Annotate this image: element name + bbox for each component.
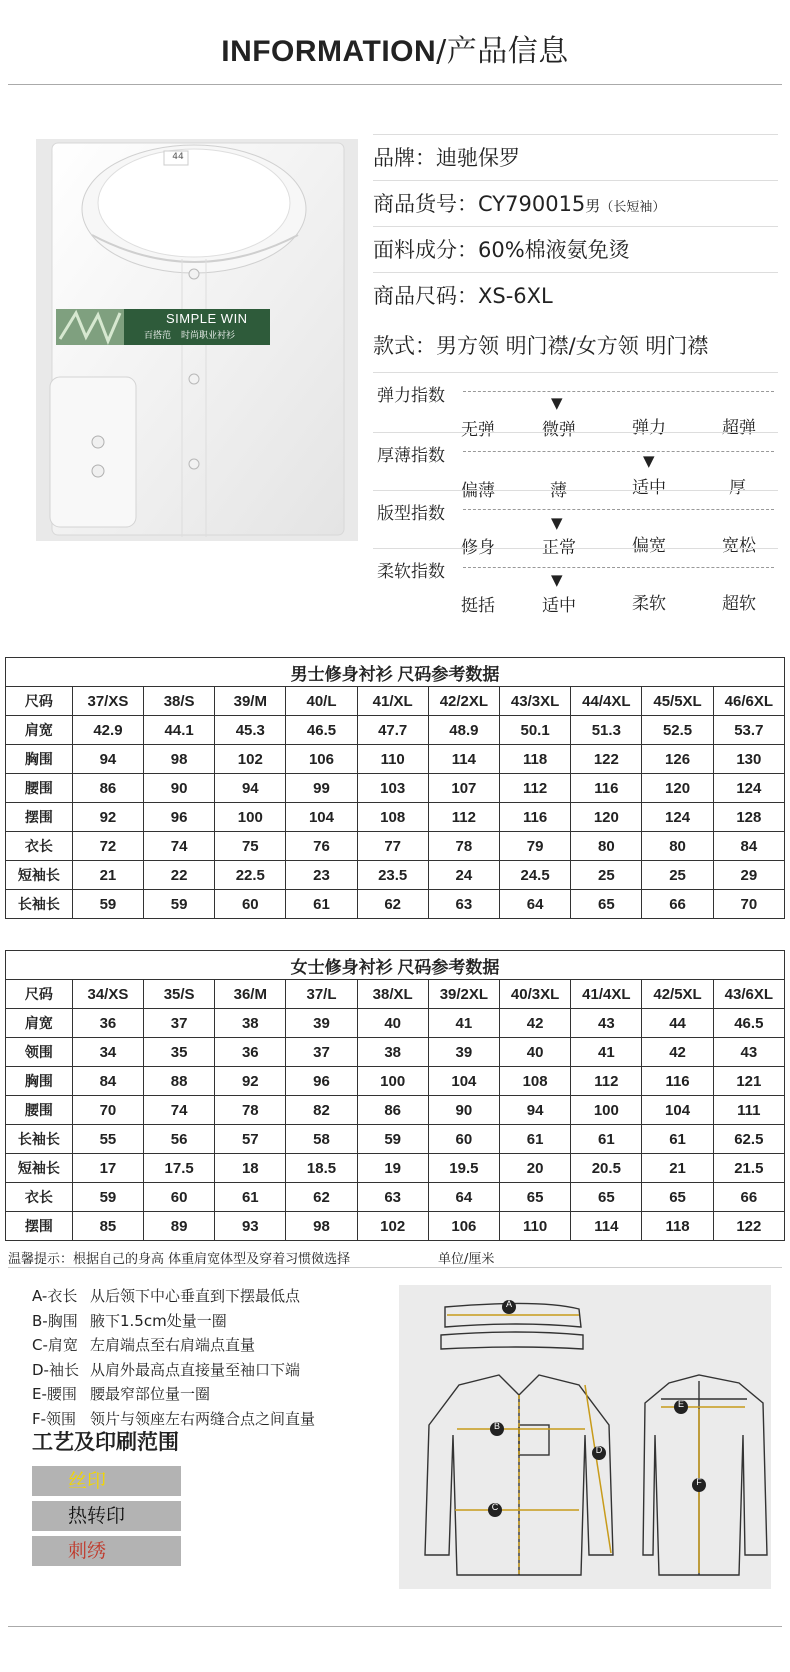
table-cell: 102: [357, 1212, 428, 1241]
row-label: 长袖长: [6, 1125, 73, 1154]
column-header: 37/XS: [72, 687, 143, 716]
row-label: 肩宽: [6, 1009, 73, 1038]
size-tip: [8, 1248, 782, 1268]
column-header: 尺码: [6, 687, 73, 716]
table-cell: 62.5: [713, 1125, 784, 1154]
marker-b: B: [493, 1421, 500, 1431]
table-cell: 34: [72, 1038, 143, 1067]
table-cell: 21: [642, 1154, 713, 1183]
row-label: 胸围: [6, 745, 73, 774]
table-cell: 63: [357, 1183, 428, 1212]
column-header: 36/M: [215, 980, 286, 1009]
table-cell: 98: [286, 1212, 357, 1241]
info-item-no: [373, 180, 778, 226]
index-option-selected: 适中: [542, 596, 576, 616]
table-row: [6, 1125, 785, 1154]
table-cell: 122: [571, 745, 642, 774]
index-option: 挺括: [461, 596, 495, 616]
table-cell: 111: [713, 1096, 784, 1125]
measurement-diagram: [399, 1285, 771, 1589]
table-cell: 112: [500, 774, 571, 803]
row-label: 衣长: [6, 1183, 73, 1212]
table-cell: 128: [713, 803, 784, 832]
table-cell: 72: [72, 832, 143, 861]
table-cell: 29: [713, 861, 784, 890]
column-header: 42/5XL: [642, 980, 713, 1009]
index-scale-line: [463, 391, 774, 392]
index-scale-line: [463, 567, 774, 568]
legend-key: D-袖长: [32, 1360, 79, 1379]
table-cell: 41: [428, 1009, 499, 1038]
craft-heat-transfer: 热转印: [32, 1501, 181, 1531]
info-sizes: [373, 272, 778, 318]
table-cell: 84: [72, 1067, 143, 1096]
table-cell: 114: [428, 745, 499, 774]
table-cell: 37: [286, 1038, 357, 1067]
table-cell: 112: [428, 803, 499, 832]
column-header: 42/2XL: [428, 687, 499, 716]
legend-key: A-衣长: [32, 1287, 78, 1305]
index-option: 偏宽: [632, 536, 666, 556]
legend-key: B-胸围: [32, 1311, 78, 1330]
legend-item: [32, 1382, 315, 1407]
column-header: 39/M: [215, 687, 286, 716]
table-cell: 104: [642, 1096, 713, 1125]
table-cell: 121: [713, 1067, 784, 1096]
legend-desc: 从后领下中心垂直到下摆最低点: [90, 1287, 301, 1305]
tag-slogan: 时尚职业衬衫: [181, 331, 236, 341]
table-cell: 94: [215, 774, 286, 803]
bottom-divider: [8, 1626, 782, 1627]
column-header: 43/3XL: [500, 687, 571, 716]
table-cell: 88: [144, 1067, 215, 1096]
table-row: [6, 1009, 785, 1038]
table-cell: 85: [72, 1212, 143, 1241]
table-cell: 103: [357, 774, 428, 803]
table-cell: 80: [571, 832, 642, 861]
index-option-selected: 适中: [632, 478, 666, 498]
table-cell: 19: [357, 1154, 428, 1183]
table-cell: 61: [286, 890, 357, 919]
table-cell: 96: [286, 1067, 357, 1096]
row-label: 领围: [6, 1038, 73, 1067]
table-cell: 65: [571, 1183, 642, 1212]
table-cell: 23: [286, 861, 357, 890]
table-cell: 18: [215, 1154, 286, 1183]
table-cell: 38: [357, 1038, 428, 1067]
table-cell: 59: [357, 1125, 428, 1154]
table-cell: 70: [713, 890, 784, 919]
table-cell: 78: [215, 1096, 286, 1125]
table-cell: 104: [286, 803, 357, 832]
marker-d: D: [595, 1445, 603, 1455]
column-header: 38/S: [144, 687, 215, 716]
table-cell: 25: [642, 861, 713, 890]
table-cell: 57: [215, 1125, 286, 1154]
table-cell: 38: [215, 1009, 286, 1038]
index-label: 厚薄指数: [377, 446, 445, 466]
selected-marker-icon: ▼: [551, 571, 563, 589]
index-label: 版型指数: [377, 504, 445, 524]
title-cn: /产品信息: [436, 34, 569, 69]
index-option: 宽松: [722, 536, 756, 556]
table-cell: 45.3: [215, 716, 286, 745]
table-cell: 60: [144, 1183, 215, 1212]
index-option: 超弹: [722, 418, 756, 438]
table-cell: 98: [144, 745, 215, 774]
product-photo: [36, 139, 358, 541]
table-cell: 21: [72, 861, 143, 890]
index-option: 薄: [550, 481, 567, 501]
index-label: 弹力指数: [377, 386, 445, 406]
table-cell: 120: [642, 774, 713, 803]
table-cell: 70: [72, 1096, 143, 1125]
index-option: 弹力: [632, 418, 666, 438]
table-cell: 65: [500, 1183, 571, 1212]
table-cell: 65: [642, 1183, 713, 1212]
table-row: [6, 832, 785, 861]
table-cell: 17.5: [144, 1154, 215, 1183]
table-cell: 20.5: [571, 1154, 642, 1183]
table-cell: 120: [571, 803, 642, 832]
info-brand-text: 品牌：迪驰保罗: [373, 146, 520, 170]
table-cell: 46.5: [286, 716, 357, 745]
table-cell: 39: [428, 1038, 499, 1067]
table-cell: 89: [144, 1212, 215, 1241]
column-header: 39/2XL: [428, 980, 499, 1009]
table-cell: 52.5: [642, 716, 713, 745]
index-elasticity: [373, 372, 778, 440]
table-cell: 24: [428, 861, 499, 890]
table-cell: 90: [428, 1096, 499, 1125]
table-row: [6, 1067, 785, 1096]
table-cell: 76: [286, 832, 357, 861]
table-cell: 62: [286, 1183, 357, 1212]
mens-size-table: [5, 657, 785, 919]
craft-silkscreen: 丝印: [32, 1466, 181, 1496]
table-cell: 64: [428, 1183, 499, 1212]
legend-desc: 左肩端点至右肩端点直量: [90, 1336, 256, 1354]
table-cell: 24.5: [500, 861, 571, 890]
shirt-diagram-illustration: [399, 1285, 771, 1589]
selected-marker-icon: ▼: [551, 514, 563, 532]
table-cell: 55: [72, 1125, 143, 1154]
table-cell: 106: [286, 745, 357, 774]
table-cell: 59: [72, 1183, 143, 1212]
index-option: 偏薄: [461, 481, 495, 501]
column-header: 40/L: [286, 687, 357, 716]
table-row: [6, 861, 785, 890]
index-scale-line: [463, 509, 774, 510]
collar-size-label: 44: [172, 152, 184, 162]
table-cell: 112: [571, 1067, 642, 1096]
row-label: 胸围: [6, 1067, 73, 1096]
marker-e: E: [677, 1399, 684, 1409]
table-cell: 56: [144, 1125, 215, 1154]
table-cell: 118: [500, 745, 571, 774]
index-option-selected: 微弹: [542, 420, 576, 440]
table-row: [6, 803, 785, 832]
table-cell: 100: [357, 1067, 428, 1096]
index-option: 超软: [722, 594, 756, 614]
table-cell: 78: [428, 832, 499, 861]
legend-item: [32, 1333, 315, 1358]
marker-a: A: [505, 1299, 512, 1309]
index-option: 无弹: [461, 420, 495, 440]
index-fit: [373, 490, 778, 558]
table-cell: 43: [571, 1009, 642, 1038]
table-row: [6, 1183, 785, 1212]
info-brand: [373, 134, 778, 180]
table-cell: 130: [713, 745, 784, 774]
table-cell: 42: [642, 1038, 713, 1067]
table-cell: 36: [72, 1009, 143, 1038]
table-cell: 37: [144, 1009, 215, 1038]
table-header-row: [6, 687, 785, 716]
legend-item: [32, 1358, 315, 1383]
table-cell: 62: [357, 890, 428, 919]
column-header: 41/4XL: [571, 980, 642, 1009]
info-fabric-text: 面料成分：60%棉液氨免烫: [373, 238, 630, 262]
info-item-no-text: 商品货号：CY790015: [373, 192, 586, 216]
column-header: 尺码: [6, 980, 73, 1009]
column-header: 38/XL: [357, 980, 428, 1009]
table-cell: 77: [357, 832, 428, 861]
table-cell: 22: [144, 861, 215, 890]
table-cell: 108: [500, 1067, 571, 1096]
table-cell: 21.5: [713, 1154, 784, 1183]
unit-label: 单位/厘米: [438, 1252, 495, 1267]
table-cell: 100: [571, 1096, 642, 1125]
index-label: 柔软指数: [377, 562, 445, 582]
table-row: [6, 774, 785, 803]
table-cell: 51.3: [571, 716, 642, 745]
page-title: [0, 26, 790, 70]
craft-title: 工艺及印刷范围: [32, 1430, 179, 1454]
table-cell: 41: [571, 1038, 642, 1067]
info-item-gender: 男: [585, 197, 601, 215]
table-cell: 92: [72, 803, 143, 832]
craft-embroidery: 刺绣: [32, 1536, 181, 1566]
row-label: 长袖长: [6, 890, 73, 919]
row-label: 短袖长: [6, 1154, 73, 1183]
table-cell: 94: [500, 1096, 571, 1125]
table-cell: 82: [286, 1096, 357, 1125]
table-cell: 114: [571, 1212, 642, 1241]
marker-c: C: [491, 1502, 499, 1512]
table-cell: 66: [713, 1183, 784, 1212]
legend-key: E-腰围: [32, 1385, 77, 1403]
selected-marker-icon: ▼: [643, 452, 655, 470]
table-cell: 50.1: [500, 716, 571, 745]
table-cell: 96: [144, 803, 215, 832]
table-cell: 94: [72, 745, 143, 774]
table-cell: 19.5: [428, 1154, 499, 1183]
table-cell: 116: [571, 774, 642, 803]
title-divider: [8, 84, 782, 85]
table-cell: 43: [713, 1038, 784, 1067]
legend-key: C-肩宽: [32, 1336, 78, 1354]
info-item-note: （长短袖）: [600, 200, 666, 215]
table-cell: 59: [144, 890, 215, 919]
index-softness: [373, 548, 778, 616]
table-cell: 48.9: [428, 716, 499, 745]
column-header: 41/XL: [357, 687, 428, 716]
table-caption: 男士修身衬衫 尺码参考数据: [6, 658, 785, 687]
table-cell: 110: [357, 745, 428, 774]
table-row: [6, 745, 785, 774]
table-cell: 92: [215, 1067, 286, 1096]
table-cell: 61: [500, 1125, 571, 1154]
table-cell: 100: [215, 803, 286, 832]
legend-desc: 从肩外最高点直接量至袖口下端: [90, 1360, 301, 1379]
table-cell: 75: [215, 832, 286, 861]
table-row: [6, 1038, 785, 1067]
column-header: 40/3XL: [500, 980, 571, 1009]
table-cell: 104: [428, 1067, 499, 1096]
table-cell: 61: [642, 1125, 713, 1154]
table-cell: 61: [215, 1183, 286, 1212]
table-cell: 124: [713, 774, 784, 803]
table-cell: 42: [500, 1009, 571, 1038]
index-thickness: [373, 432, 778, 501]
info-style: [373, 322, 778, 370]
column-header: 37/L: [286, 980, 357, 1009]
table-cell: 44: [642, 1009, 713, 1038]
table-cell: 79: [500, 832, 571, 861]
info-style-text: 款式：男方领 明门襟/女方领 明门襟: [373, 334, 709, 358]
legend-desc: 领片与领座左右两缝合点之间直量: [90, 1409, 316, 1428]
table-cell: 18.5: [286, 1154, 357, 1183]
table-cell: 106: [428, 1212, 499, 1241]
tag-brand-en: SIMPLE WIN: [166, 311, 248, 326]
table-cell: 40: [357, 1009, 428, 1038]
table-cell: 58: [286, 1125, 357, 1154]
table-cell: 116: [642, 1067, 713, 1096]
legend-key: F-领围: [32, 1409, 77, 1428]
table-cell: 60: [215, 890, 286, 919]
table-cell: 39: [286, 1009, 357, 1038]
table-cell: 86: [357, 1096, 428, 1125]
table-cell: 40: [500, 1038, 571, 1067]
table-header-row: [6, 980, 785, 1009]
table-cell: 44.1: [144, 716, 215, 745]
table-cell: 118: [642, 1212, 713, 1241]
table-cell: 86: [72, 774, 143, 803]
row-label: 摆围: [6, 1212, 73, 1241]
row-label: 衣长: [6, 832, 73, 861]
table-cell: 74: [144, 832, 215, 861]
table-cell: 42.9: [72, 716, 143, 745]
table-cell: 74: [144, 1096, 215, 1125]
column-header: 44/4XL: [571, 687, 642, 716]
table-cell: 25: [571, 861, 642, 890]
table-cell: 61: [571, 1125, 642, 1154]
index-option-selected: 正常: [542, 538, 576, 558]
table-cell: 60: [428, 1125, 499, 1154]
table-cell: 110: [500, 1212, 571, 1241]
table-cell: 46.5: [713, 1009, 784, 1038]
selected-marker-icon: ▼: [551, 394, 563, 412]
legend-desc: 腰最窄部位量一圈: [90, 1385, 211, 1403]
tag-brand-cn: 百搭范: [144, 331, 172, 341]
table-cell: 23.5: [357, 861, 428, 890]
column-header: 43/6XL: [713, 980, 784, 1009]
table-cell: 22.5: [215, 861, 286, 890]
row-label: 摆围: [6, 803, 73, 832]
table-cell: 108: [357, 803, 428, 832]
marker-f: F: [696, 1477, 702, 1487]
row-label: 腰围: [6, 774, 73, 803]
table-cell: 35: [144, 1038, 215, 1067]
column-header: 46/6XL: [713, 687, 784, 716]
column-header: 35/S: [144, 980, 215, 1009]
table-cell: 20: [500, 1154, 571, 1183]
title-en: INFORMATION: [221, 35, 437, 68]
table-row: [6, 890, 785, 919]
table-cell: 64: [500, 890, 571, 919]
table-cell: 47.7: [357, 716, 428, 745]
index-option: 修身: [461, 538, 495, 558]
table-cell: 63: [428, 890, 499, 919]
table-cell: 116: [500, 803, 571, 832]
table-cell: 107: [428, 774, 499, 803]
row-label: 腰围: [6, 1096, 73, 1125]
legend-item: [32, 1284, 315, 1309]
table-cell: 80: [642, 832, 713, 861]
table-cell: 84: [713, 832, 784, 861]
column-header: 45/5XL: [642, 687, 713, 716]
table-cell: 59: [72, 890, 143, 919]
table-row: [6, 1154, 785, 1183]
table-cell: 53.7: [713, 716, 784, 745]
legend-desc: 腋下1.5cm处量一圈: [90, 1311, 227, 1330]
index-option: 厚: [729, 478, 746, 498]
index-scale-line: [463, 451, 774, 452]
info-sizes-text: 商品尺码：XS-6XL: [373, 284, 553, 308]
table-cell: 17: [72, 1154, 143, 1183]
row-label: 肩宽: [6, 716, 73, 745]
tip-text: 温馨提示：根据自己的身高 体重肩宽体型及穿着习惯傚选择: [8, 1252, 351, 1267]
womens-size-table: [5, 950, 785, 1241]
table-caption: 女士修身衬衫 尺码参考数据: [6, 951, 785, 980]
row-label: 短袖长: [6, 861, 73, 890]
table-cell: 36: [215, 1038, 286, 1067]
table-row: [6, 1212, 785, 1241]
table-cell: 99: [286, 774, 357, 803]
column-header: 34/XS: [72, 980, 143, 1009]
legend-item: [32, 1309, 315, 1334]
table-row: [6, 716, 785, 745]
index-option: 柔软: [632, 594, 666, 614]
table-cell: 122: [713, 1212, 784, 1241]
table-cell: 65: [571, 890, 642, 919]
measurement-legend: [32, 1284, 315, 1431]
table-row: [6, 1096, 785, 1125]
table-cell: 66: [642, 890, 713, 919]
table-cell: 124: [642, 803, 713, 832]
table-cell: 90: [144, 774, 215, 803]
table-cell: 93: [215, 1212, 286, 1241]
table-cell: 126: [642, 745, 713, 774]
info-fabric: [373, 226, 778, 272]
table-cell: 102: [215, 745, 286, 774]
